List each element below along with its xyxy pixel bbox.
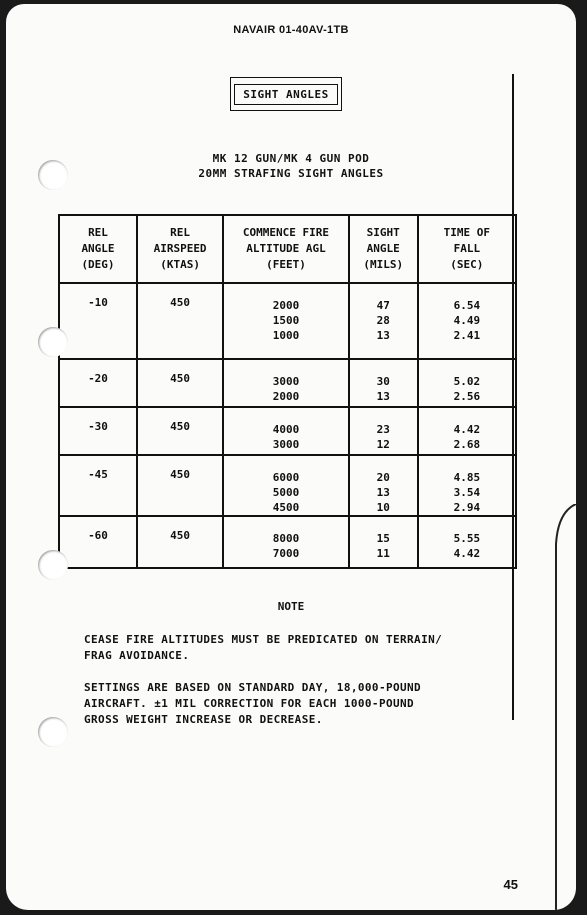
cell-rel-airspeed: 450 <box>137 283 223 359</box>
header-rel-airspeed: REL AIRSPEED (KTAS) <box>137 215 223 283</box>
table-title-line-1: MK 12 GUN/MK 4 GUN POD <box>212 152 370 165</box>
cell-time-of-fall <box>418 516 516 568</box>
cell-rel-angle: -30 <box>59 407 137 455</box>
cell-sight-angle-value: 28 <box>376 314 390 327</box>
cell-sight-angle-value: 13 <box>376 486 390 499</box>
binder-hole <box>38 550 68 580</box>
cell-rel-angle: -10 <box>59 283 137 359</box>
cell-rel-airspeed: 450 <box>137 359 223 407</box>
cell-time-of-fall <box>418 359 516 407</box>
cell-sight-angle-value: 20 <box>376 471 390 484</box>
page-tab-edge <box>546 504 576 910</box>
header-commence-fire-altitude: COMMENCE FIRE ALTITUDE AGL (FEET) <box>223 215 349 283</box>
cell-altitude <box>223 283 349 359</box>
cell-time-of-fall <box>418 283 516 359</box>
cell-sight-angle-value: 47 <box>376 299 390 312</box>
cell-sight-angle-value: 13 <box>376 390 390 403</box>
cell-altitude-value: 6000 <box>272 471 300 484</box>
cell-time-of-fall-value: 2.41 <box>453 329 481 342</box>
cell-sight-angle-value: 13 <box>376 329 390 342</box>
cell-time-of-fall-value: 5.02 <box>453 375 481 388</box>
binder-hole <box>38 717 68 747</box>
cell-altitude <box>223 359 349 407</box>
cell-rel-angle: -45 <box>59 455 137 516</box>
note-heading: NOTE <box>277 600 305 613</box>
cell-altitude-value: 5000 <box>272 486 300 499</box>
cell-rel-angle: -60 <box>59 516 137 568</box>
table-row <box>59 359 516 407</box>
binder-hole <box>38 160 68 190</box>
cell-altitude <box>223 516 349 568</box>
cell-rel-angle: -20 <box>59 359 137 407</box>
cell-sight-angle-value: 10 <box>376 501 390 514</box>
cell-altitude-value: 4000 <box>272 423 300 436</box>
cell-altitude-value: 8000 <box>272 532 300 545</box>
cell-altitude <box>223 407 349 455</box>
change-bar <box>512 74 514 720</box>
header-time-of-fall: TIME OF FALL (SEC) <box>418 215 516 283</box>
table-body <box>59 283 516 568</box>
cell-sight-angle-value: 30 <box>376 375 390 388</box>
sight-angles-table <box>58 214 517 569</box>
cell-altitude-value: 1500 <box>272 314 300 327</box>
cell-time-of-fall-value: 6.54 <box>453 299 481 312</box>
cell-rel-airspeed: 450 <box>137 516 223 568</box>
header-sight-angle: SIGHT ANGLE (MILS) <box>349 215 418 283</box>
table-row <box>59 516 516 568</box>
cell-rel-airspeed: 450 <box>137 455 223 516</box>
cell-sight-angle-value: 15 <box>376 532 390 545</box>
cell-sight-angle <box>349 359 418 407</box>
cell-time-of-fall <box>418 407 516 455</box>
cell-rel-airspeed: 450 <box>137 407 223 455</box>
cell-altitude-value: 4500 <box>272 501 300 514</box>
table-header-row <box>59 215 516 283</box>
cell-time-of-fall-value: 4.42 <box>453 423 481 436</box>
cell-time-of-fall-value: 2.94 <box>453 501 481 514</box>
binder-hole <box>38 327 68 357</box>
cell-sight-angle <box>349 407 418 455</box>
note-paragraph-terrain: CEASE FIRE ALTITUDES MUST BE PREDICATED ON TERRAIN/ FRAG AVOIDANCE. <box>84 633 443 662</box>
table-row <box>59 407 516 455</box>
cell-time-of-fall-value: 2.56 <box>453 390 481 403</box>
cell-time-of-fall-value: 3.54 <box>453 486 481 499</box>
document-id: NAVAIR 01-40AV-1TB <box>233 24 349 36</box>
cell-sight-angle <box>349 516 418 568</box>
table-row <box>59 283 516 359</box>
cell-time-of-fall-value: 5.55 <box>453 532 481 545</box>
cell-sight-angle-value: 12 <box>376 438 390 451</box>
cell-time-of-fall-value: 4.42 <box>453 547 481 560</box>
cell-altitude-value: 2000 <box>272 299 300 312</box>
cell-time-of-fall-value: 4.49 <box>453 314 481 327</box>
section-title-box <box>230 77 342 111</box>
table-row <box>59 455 516 516</box>
table-title-line-2: 20MM STRAFING SIGHT ANGLES <box>198 167 384 180</box>
cell-altitude-value: 3000 <box>272 438 300 451</box>
cell-altitude-value: 2000 <box>272 390 300 403</box>
cell-sight-angle-value: 11 <box>376 547 390 560</box>
cell-sight-angle-value: 23 <box>376 423 390 436</box>
manual-page <box>6 4 576 910</box>
page-number: 45 <box>503 877 518 892</box>
cell-altitude <box>223 455 349 516</box>
cell-altitude-value: 1000 <box>272 329 300 342</box>
cell-altitude-value: 3000 <box>272 375 300 388</box>
cell-sight-angle <box>349 283 418 359</box>
cell-time-of-fall-value: 2.68 <box>453 438 481 451</box>
note-paragraph-settings: SETTINGS ARE BASED ON STANDARD DAY, 18,000-POUND AIRCRAFT. ±1 MIL CORRECTION FOR EACH 1000-POUND GROSS WEIGHT INCREASE OR DECREASE. <box>84 681 422 726</box>
cell-altitude-value: 7000 <box>272 547 300 560</box>
cell-sight-angle <box>349 455 418 516</box>
cell-time-of-fall <box>418 455 516 516</box>
header-rel-angle: REL ANGLE (DEG) <box>59 215 137 283</box>
section-title: SIGHT ANGLES <box>234 84 337 105</box>
cell-time-of-fall-value: 4.85 <box>453 471 481 484</box>
